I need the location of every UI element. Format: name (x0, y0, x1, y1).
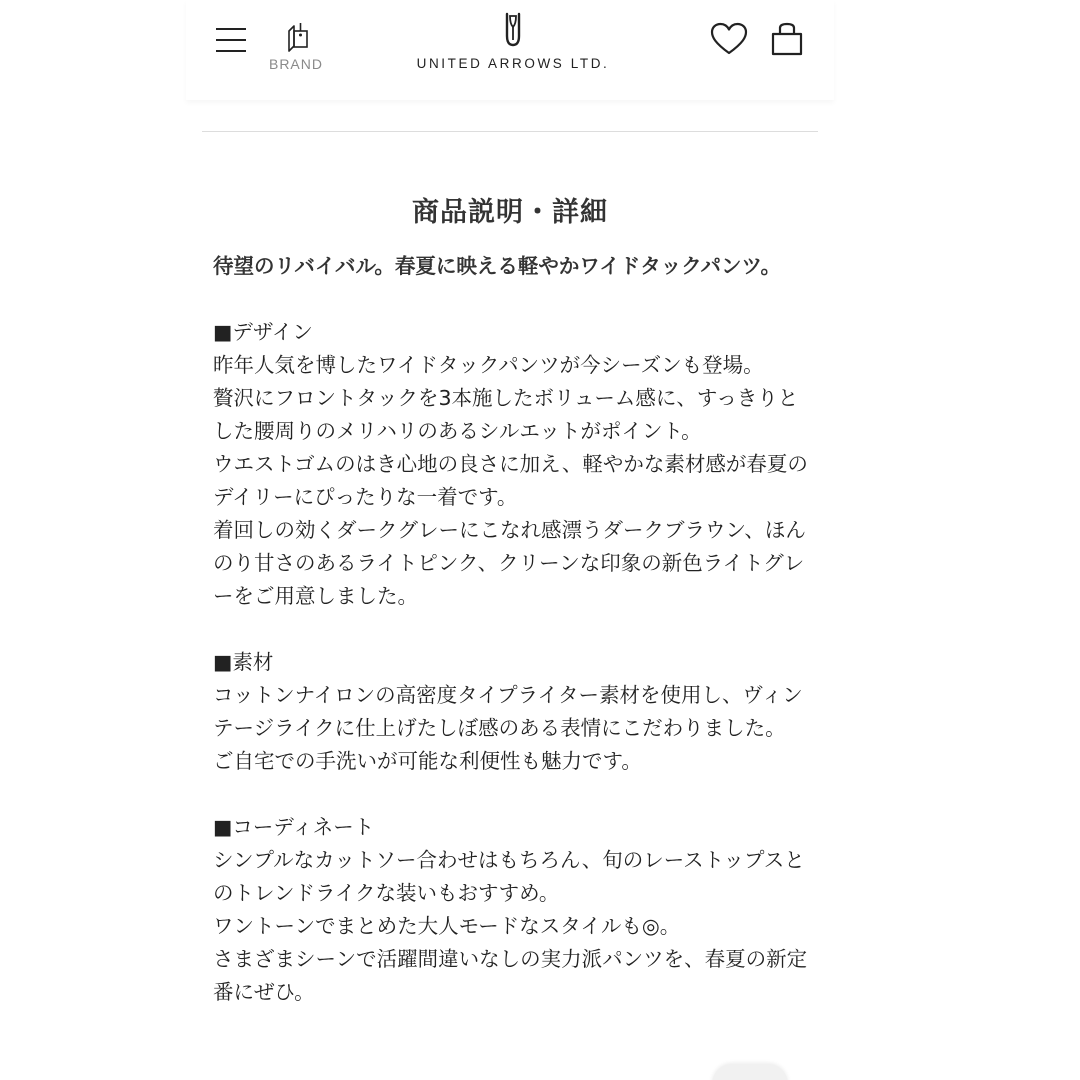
description-block-design (213, 316, 809, 613)
site-header (186, 0, 834, 100)
product-description (213, 250, 809, 1042)
logo-text: UNITED ARROWS LTD. (416, 56, 610, 71)
cart-button[interactable] (770, 22, 806, 58)
shopping-bag-icon (770, 22, 804, 56)
description-block-material (213, 646, 809, 778)
menu-icon-line (216, 50, 246, 52)
description-lead: 待望のリバイバル。春夏に映える軽やかワイドタックパンツ。 (213, 254, 782, 278)
brand-label: BRAND (268, 56, 323, 72)
block-paragraph: 贅沢にフロントタックを3本施したボリューム感に、すっきりとした腰周りのメリハリのあるシルエットがポイント。 (213, 386, 799, 443)
block-paragraph: ワントーンでまとめた大人モードなスタイルも◎。 (213, 914, 681, 938)
heart-icon (710, 22, 748, 56)
block-heading: ■デザイン (213, 320, 313, 344)
block-paragraph: ご自宅での手洗いが可能な利便性も魅力です。 (213, 749, 642, 773)
block-heading: ■素材 (213, 650, 274, 674)
site-logo[interactable] (408, 10, 618, 80)
menu-button[interactable] (216, 26, 246, 54)
menu-icon-line (216, 39, 246, 41)
brand-button[interactable] (264, 22, 328, 82)
block-paragraph: 着回しの効くダークグレーにこなれ感漂うダークブラウン、ほんのり甘さのあるライトピンク、クリーンな印象の新色ライトグレーをご用意しました。 (213, 518, 806, 608)
ua-logo-mark-icon (501, 10, 525, 48)
block-paragraph: さまざまシーンで活躍間違いなしの実力派パンツを、春夏の新定番にぜひ。 (213, 947, 808, 1004)
section-title: 商品説明・詳細 (412, 197, 608, 228)
block-paragraph: シンプルなカットソー合わせはもちろん、旬のレーストップスとのトレンドライクな装いもおすすめ。 (213, 848, 805, 905)
block-paragraph: コットンナイロンの高密度タイプライター素材を使用し、ヴィンテージライクに仕上げたしぼ感のある表情にこだわりました。 (213, 683, 803, 740)
floating-action-button[interactable] (712, 1064, 788, 1080)
description-block-coordinate (213, 811, 809, 1009)
block-paragraph: ウエストゴムのはき心地の良さに加え、軽やかな素材感が春夏のデイリーにぴったりな一着です。 (213, 452, 808, 509)
menu-icon-line (216, 28, 246, 30)
block-paragraph: 昨年人気を博したワイドタックパンツが今シーズンも登場。 (213, 353, 764, 377)
shopping-tag-icon (282, 22, 310, 52)
favorite-button[interactable] (710, 22, 748, 58)
block-heading: ■コーディネート (213, 815, 375, 839)
section-divider (202, 131, 818, 132)
